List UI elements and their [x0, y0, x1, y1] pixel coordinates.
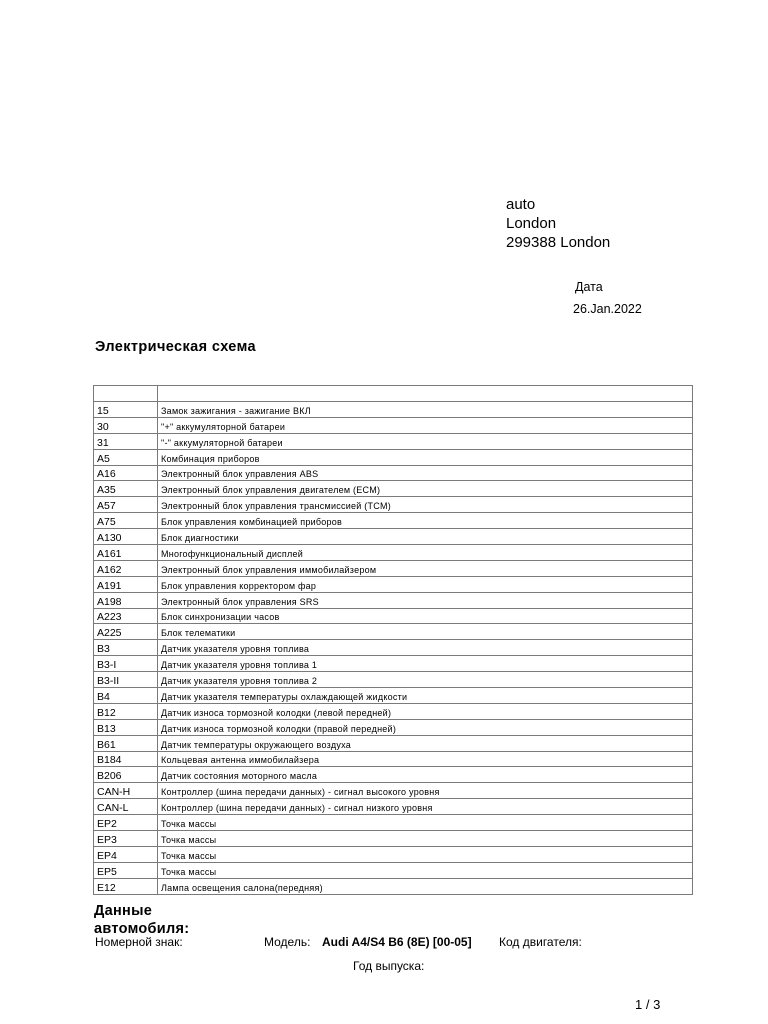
component-code: 30	[94, 417, 158, 433]
table-row	[94, 560, 693, 576]
component-code: A57	[94, 497, 158, 513]
component-code: B3-II	[94, 672, 158, 688]
component-code: B206	[94, 767, 158, 783]
table-row	[94, 846, 693, 862]
component-description: Блок управления комбинацией приборов	[158, 513, 693, 529]
component-description: Контроллер (шина передачи данных) - сигнал низкого уровня	[158, 799, 693, 815]
component-description: Датчик указателя уровня топлива 1	[158, 656, 693, 672]
component-description: Лампа освещения салона(передняя)	[158, 878, 693, 894]
component-description: Кольцевая антенна иммобилайзера	[158, 751, 693, 767]
table-row	[94, 815, 693, 831]
table-row	[94, 878, 693, 894]
component-description: Многофункциональный дисплей	[158, 545, 693, 561]
legend-table	[93, 385, 693, 895]
component-description: Датчик указателя уровня топлива 2	[158, 672, 693, 688]
table-row	[94, 624, 693, 640]
component-description: Датчик указателя уровня топлива	[158, 640, 693, 656]
component-description: Блок управления корректором фар	[158, 576, 693, 592]
table-row	[94, 449, 693, 465]
component-description: Блок диагностики	[158, 529, 693, 545]
component-description: Электронный блок управления иммобилайзером	[158, 560, 693, 576]
legend-header-row	[94, 386, 693, 402]
component-code: A225	[94, 624, 158, 640]
component-code: A16	[94, 465, 158, 481]
table-row	[94, 735, 693, 751]
table-row	[94, 751, 693, 767]
component-code: E12	[94, 878, 158, 894]
component-code: CAN-L	[94, 799, 158, 815]
component-code: A35	[94, 481, 158, 497]
component-code: A75	[94, 513, 158, 529]
model-value: Audi A4/S4 B6 (8E) [00-05]	[322, 935, 472, 949]
table-row	[94, 862, 693, 878]
component-description: Электронный блок управления SRS	[158, 592, 693, 608]
plate-label: Номерной знак:	[95, 935, 183, 949]
component-code: B184	[94, 751, 158, 767]
year-label: Год выпуска:	[353, 959, 425, 973]
component-description: Контроллер (шина передачи данных) - сигнал высокого уровня	[158, 783, 693, 799]
component-code: 31	[94, 433, 158, 449]
component-description: "+" аккумуляторной батареи	[158, 417, 693, 433]
model-label: Модель:	[264, 935, 311, 949]
component-code: 15	[94, 402, 158, 418]
address-line-2: London	[506, 215, 557, 232]
component-code: A130	[94, 529, 158, 545]
address-line-3: 299388 London	[506, 234, 611, 251]
component-code: A161	[94, 545, 158, 561]
component-description: Электронный блок управления ABS	[158, 465, 693, 481]
table-row	[94, 703, 693, 719]
component-description: Датчик износа тормозной колодки (правой передней)	[158, 719, 693, 735]
table-row	[94, 529, 693, 545]
component-description: Электронный блок управления двигателем (ECM)	[158, 481, 693, 497]
table-row	[94, 831, 693, 847]
table-row	[94, 688, 693, 704]
component-code: B4	[94, 688, 158, 704]
component-code: B12	[94, 703, 158, 719]
component-description: Датчик указателя температуры охлаждающей жидкости	[158, 688, 693, 704]
component-code: B13	[94, 719, 158, 735]
table-row	[94, 481, 693, 497]
component-description: Точка массы	[158, 846, 693, 862]
table-row	[94, 640, 693, 656]
component-description: Блок телематики	[158, 624, 693, 640]
component-code: EP4	[94, 846, 158, 862]
component-code: A223	[94, 608, 158, 624]
component-code: A162	[94, 560, 158, 576]
table-row	[94, 513, 693, 529]
legend-header-code	[94, 386, 158, 402]
component-description: Точка массы	[158, 862, 693, 878]
component-code: A198	[94, 592, 158, 608]
page-number: 1 / 3	[635, 997, 661, 1012]
address-block	[506, 195, 610, 252]
table-row	[94, 497, 693, 513]
date-label: Дата	[575, 280, 603, 294]
table-row	[94, 719, 693, 735]
component-description: Датчик износа тормозной колодки (левой передней)	[158, 703, 693, 719]
table-row	[94, 783, 693, 799]
component-code: EP5	[94, 862, 158, 878]
legend-header-desc	[158, 386, 693, 402]
component-code: A5	[94, 449, 158, 465]
component-description: "-" аккумуляторной батареи	[158, 433, 693, 449]
table-row	[94, 433, 693, 449]
page-title: Электрическая схема	[95, 339, 256, 355]
table-row	[94, 592, 693, 608]
component-description: Точка массы	[158, 831, 693, 847]
table-row	[94, 767, 693, 783]
component-code: EP3	[94, 831, 158, 847]
date-value: 26.Jan.2022	[573, 302, 642, 316]
table-row	[94, 465, 693, 481]
table-row	[94, 608, 693, 624]
component-description: Точка массы	[158, 815, 693, 831]
component-description: Датчик температуры окружающего воздуха	[158, 735, 693, 751]
component-description: Комбинация приборов	[158, 449, 693, 465]
vehicle-section-title: Данные автомобиля:	[94, 903, 190, 937]
component-code: EP2	[94, 815, 158, 831]
address-line-1: auto	[506, 196, 536, 213]
component-description: Датчик состояния моторного масла	[158, 767, 693, 783]
engine-code-label: Код двигателя:	[499, 935, 582, 949]
table-row	[94, 402, 693, 418]
table-row	[94, 672, 693, 688]
component-description: Замок зажигания - зажигание ВКЛ	[158, 402, 693, 418]
table-row	[94, 545, 693, 561]
component-code: B3-I	[94, 656, 158, 672]
component-description: Электронный блок управления трансмиссией (TCM)	[158, 497, 693, 513]
component-description: Блок синхронизации часов	[158, 608, 693, 624]
table-row	[94, 656, 693, 672]
component-code: CAN-H	[94, 783, 158, 799]
table-row	[94, 799, 693, 815]
component-code: B3	[94, 640, 158, 656]
table-row	[94, 576, 693, 592]
component-code: A191	[94, 576, 158, 592]
table-row	[94, 417, 693, 433]
component-code: B61	[94, 735, 158, 751]
